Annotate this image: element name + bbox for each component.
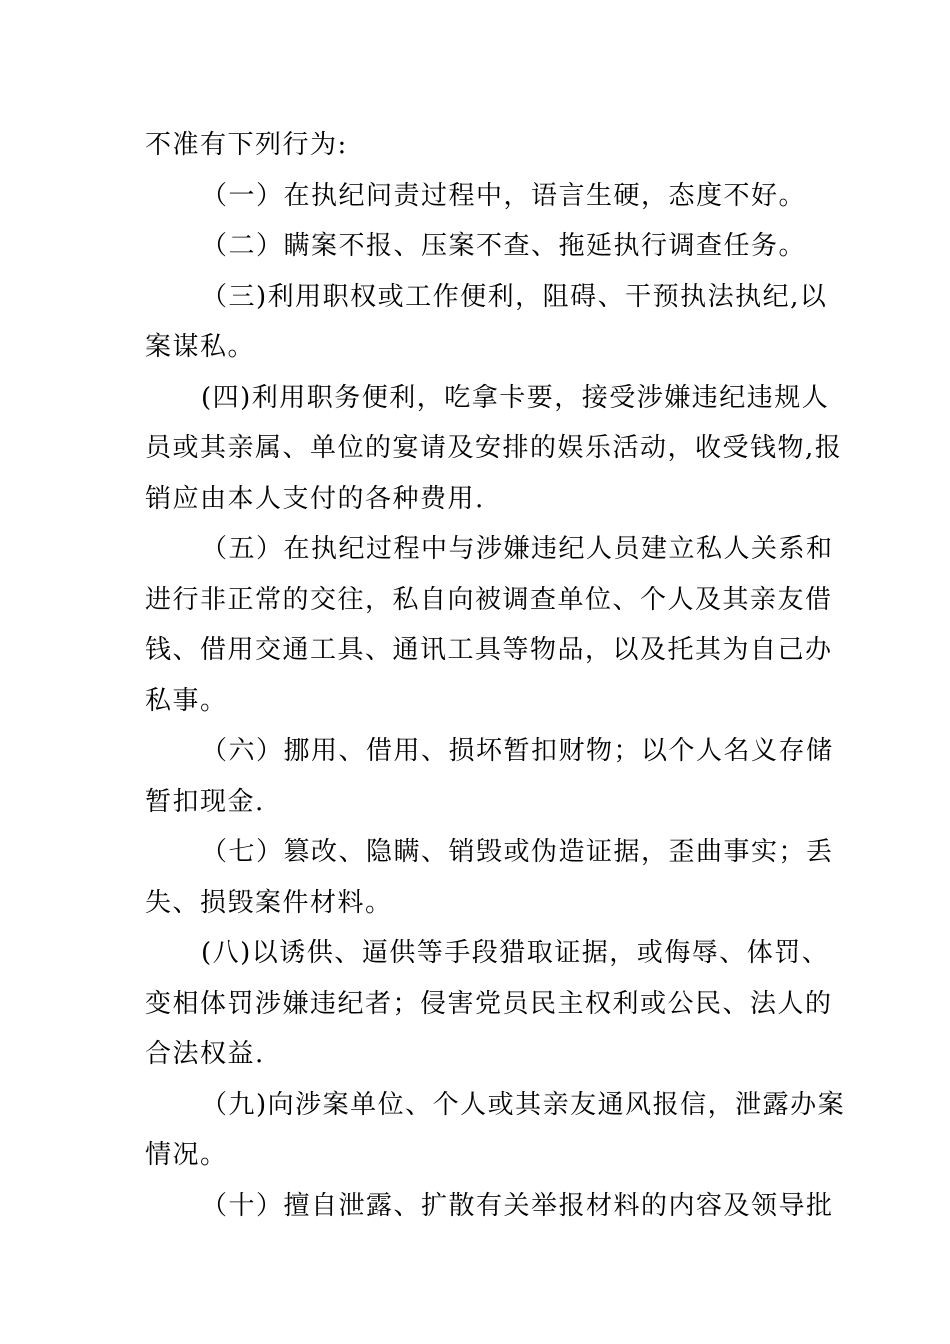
text-line: （五）在执纪过程中与涉嫌违纪人员建立私人关系和 <box>201 534 834 564</box>
text-line: 暂扣现金. <box>145 786 265 817</box>
text-line: （七）篡改、隐瞒、销毁或伪造证据，歪曲事实；丢 <box>201 837 834 867</box>
text-line: (四)利用职务便利，吃拿卡要，接受涉嫌违纪违规人 <box>201 382 830 413</box>
text-line: 合法权益. <box>145 1039 265 1069</box>
text-line: （九)向涉案单位、个人或其亲友通风报信，泄露办案 <box>201 1089 846 1120</box>
text-line: （一）在执纪问责过程中，语言生硬，态度不好。 <box>201 180 807 211</box>
text-line: 案谋私。 <box>145 332 256 362</box>
text-line: （六）挪用、借用、损坏暂扣财物；以个人名义存储 <box>201 736 834 766</box>
text-line: 情况。 <box>145 1140 228 1170</box>
text-line: （十）擅自泄露、扩散有关举报材料的内容及领导批 <box>201 1190 834 1221</box>
text-line: 不准有下列行为: <box>145 130 348 160</box>
text-line: 变相体罚涉嫌违纪者；侵害党员民主权利或公民、法人的 <box>145 988 833 1019</box>
text-line: 销应由本人支付的各种费用. <box>145 483 485 514</box>
text-line: (八)以诱供、逼供等手段猎取证据，或侮辱、体罚、 <box>201 938 830 968</box>
text-line: （三)利用职权或工作便利，阻碍、干预执法执纪,以 <box>201 281 828 312</box>
text-line: （二）瞒案不报、压案不查、拖延执行调查任务。 <box>201 231 807 261</box>
text-line: 失、损毁案件材料。 <box>145 887 393 918</box>
text-line: 员或其亲属、单位的宴请及安排的娱乐活动，收受钱物,报 <box>145 433 843 463</box>
text-line: 私事。 <box>145 685 228 716</box>
text-line: 钱、借用交通工具、通讯工具等物品，以及托其为自己办 <box>145 635 833 665</box>
text-line: 进行非正常的交往，私自向被调查单位、个人及其亲友借 <box>145 584 833 615</box>
document-body <box>145 120 846 1231</box>
